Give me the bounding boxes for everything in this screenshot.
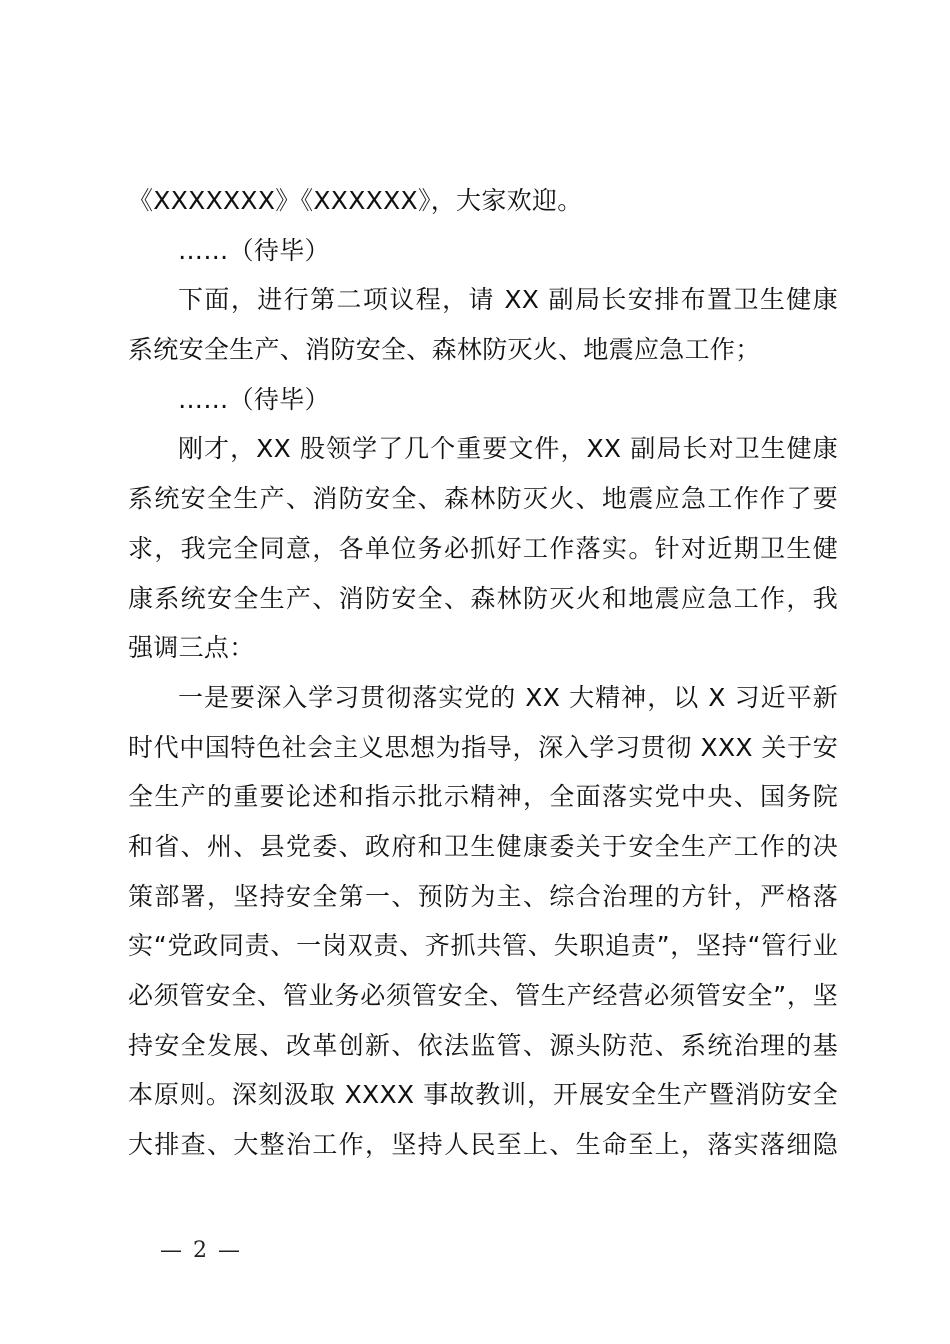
text-line-20: 大排查、大整治工作，坚持人民至上、生命至上，落实落细隐	[128, 1130, 838, 1160]
text-line-8: 求，我完全同意，各单位务必抓好工作落实。针对近期卫生健	[128, 533, 838, 563]
text-line-2: ……（待毕）	[178, 235, 330, 265]
document-body	[128, 176, 838, 1170]
text-line-7: 系统安全生产、消防安全、森林防灭火、地震应急工作作了要	[128, 484, 838, 514]
page-number: — 2 —	[160, 1238, 242, 1263]
text-line-13: 全生产的重要论述和指示批示精神，全面落实党中央、国务院	[128, 782, 838, 812]
text-line-1: 《XXXXXXX》《XXXXXX》，大家欢迎。	[128, 186, 583, 215]
text-line-14: 和省、州、县党委、政府和卫生健康委关于安全生产工作的决	[128, 831, 838, 861]
text-line-18: 持安全发展、改革创新、依法监管、源头防范、系统治理的基	[128, 1030, 838, 1060]
text-line-19: 本原则。深刻汲取 XXXX 事故教训，开展安全生产暨消防安全	[128, 1080, 838, 1110]
text-line-16: 实“党政同责、一岗双责、齐抓共管、失职追责”，坚持“管行业	[128, 931, 838, 961]
text-line-4: 系统安全生产、消防安全、森林防灭火、地震应急工作；	[128, 335, 761, 365]
text-line-10: 强调三点：	[128, 633, 255, 663]
text-line-11: 一是要深入学习贯彻落实党的 XX 大精神，以 X 习近平新	[178, 682, 838, 712]
text-line-3: 下面，进行第二项议程，请 XX 副局长安排布置卫生健康	[178, 285, 838, 315]
text-line-15: 策部署，坚持安全第一、预防为主、综合治理的方针，严格落	[128, 881, 838, 911]
text-line-12: 时代中国特色社会主义思想为指导，深入学习贯彻 XXX 关于安	[128, 732, 838, 762]
text-line-6: 刚才，XX 股领学了几个重要文件，XX 副局长对卫生健康	[178, 434, 838, 464]
text-line-17: 必须管安全、管业务必须管安全、管生产经营必须管安全”，坚	[128, 981, 838, 1010]
text-line-9: 康系统安全生产、消防安全、森林防灭火和地震应急工作，我	[128, 583, 838, 613]
text-line-5: ……（待毕）	[178, 384, 330, 414]
